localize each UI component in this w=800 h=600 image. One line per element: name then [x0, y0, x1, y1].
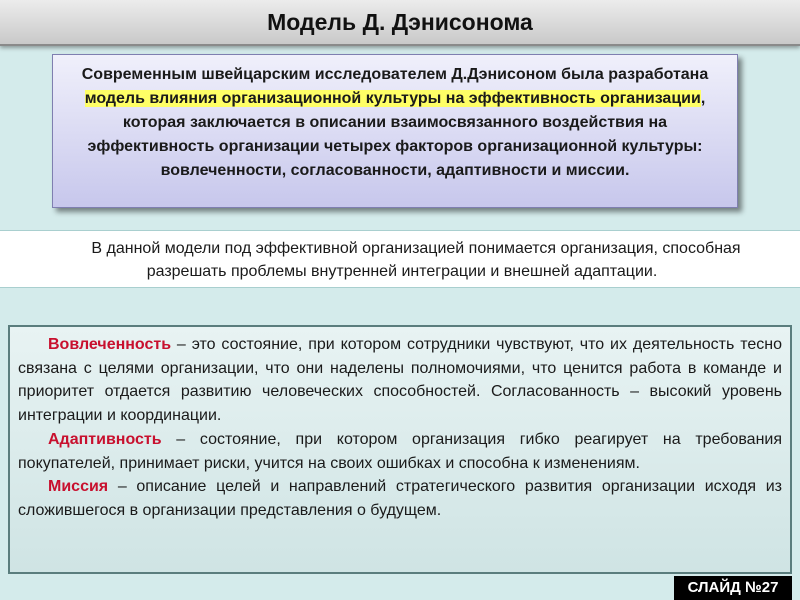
- intro-text-after: , которая заключается в описании взаимосвязанного воздействия на эффективность организации четырех факторов организационной культуры: вовлеченности, согласованности, адаптивности и миссии.: [87, 90, 706, 179]
- title-bar: [0, 0, 800, 46]
- term-mission: Миссия: [48, 478, 109, 496]
- intro-paragraph: [63, 63, 727, 183]
- definition-involvement-text: – это состояние, при котором сотрудники чувствуют, что их деятельность тесно связана с целями организации, что они наделены полномочиями, что ценится работа в команде и приоритет отдается развитию человеческих способностей. Согласованность – высокий уровень интеграции и координации.: [18, 336, 782, 425]
- intro-text-before: Современным швейцарским исследователем Д.Дэнисоном была разработана: [81, 66, 709, 83]
- definition-involvement: [18, 333, 782, 428]
- term-involvement: Вовлеченность: [48, 336, 172, 353]
- note-box: [0, 230, 800, 288]
- definition-mission: [18, 475, 782, 522]
- note-text: В данной модели под эффективной организацией понимается организация, способная разрешать проблемы внутренней интеграции и внешней адаптации.: [91, 240, 741, 280]
- intro-box: [52, 54, 738, 208]
- definitions-box: [8, 325, 792, 574]
- intro-highlight: модель влияния организационной культуры на эффективность организации: [84, 90, 701, 107]
- term-adaptability: Адаптивность: [48, 430, 162, 448]
- definition-adaptability-text: – состояние, при котором организация гибко реагирует на требования покупателей, принимает риски, учится на своих ошибках и способна к изменениям.: [18, 430, 782, 472]
- slide-number-badge: СЛАЙД №27: [674, 576, 792, 600]
- definition-adaptability: [18, 428, 782, 475]
- slide-title: Модель Д. Дэнисонома: [267, 9, 533, 35]
- definition-mission-text: – описание целей и направлений стратегического развития организации исходя из сложившегося в организации представления о будущем.: [18, 478, 782, 519]
